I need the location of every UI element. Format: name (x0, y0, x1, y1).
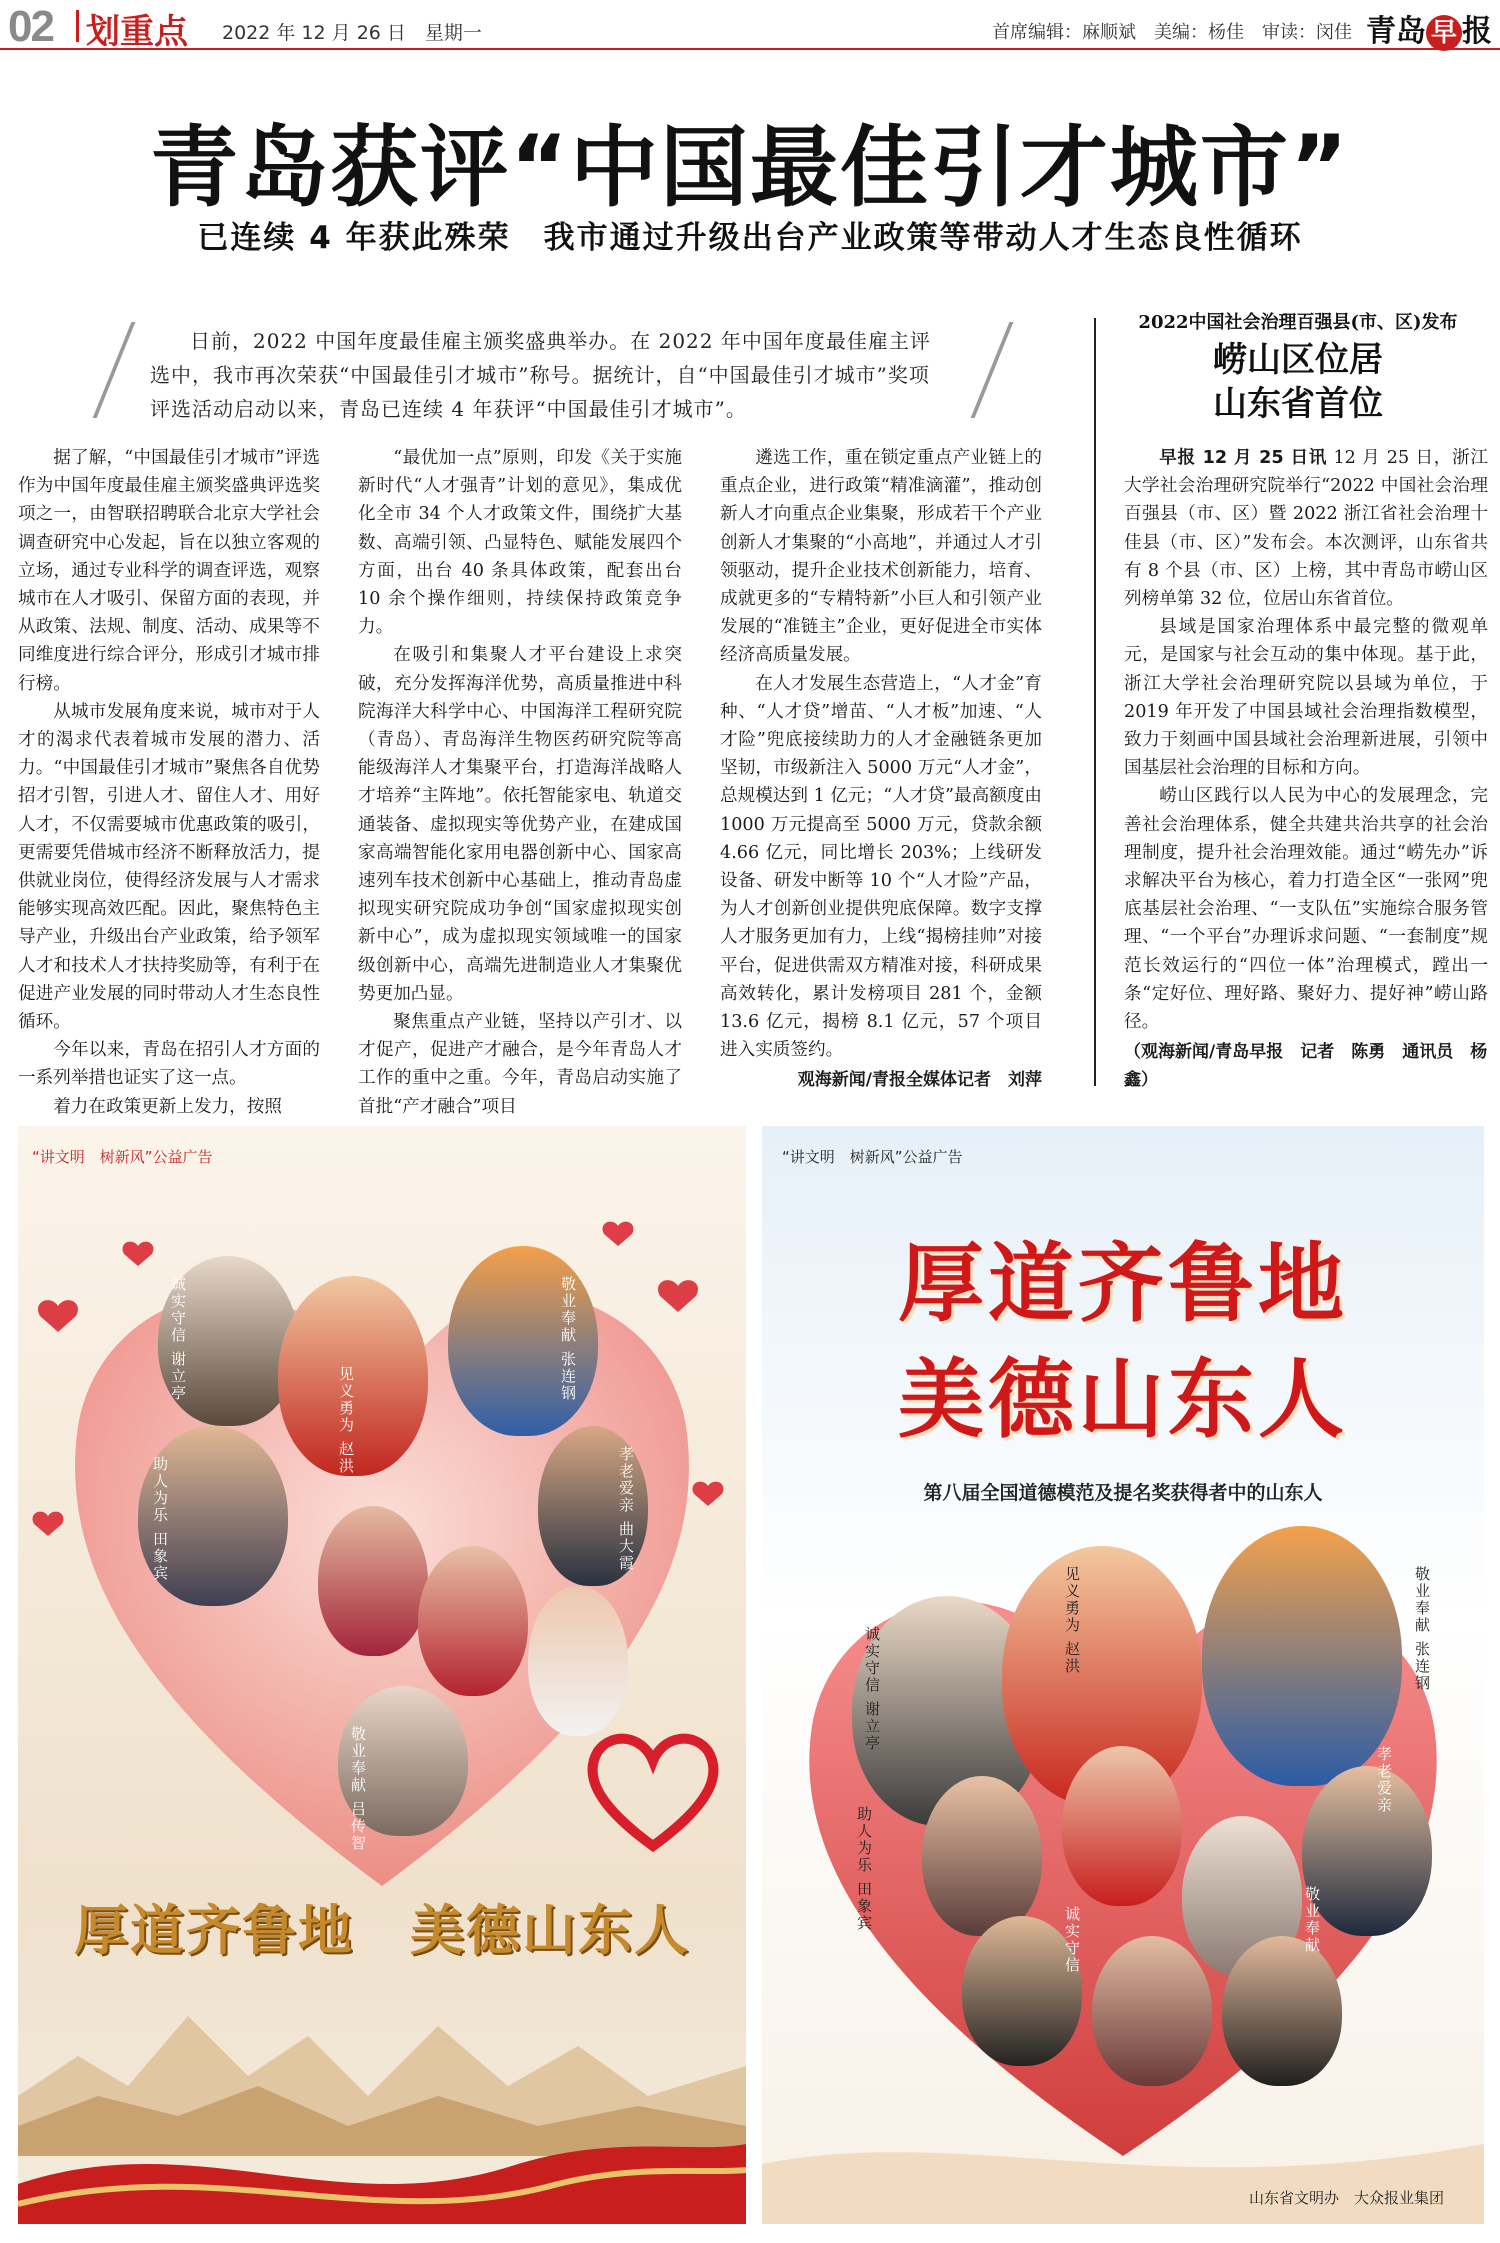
portrait-label: 见义勇为 赵洪 (337, 1366, 355, 1475)
portrait-port-worker (1202, 1526, 1402, 1786)
logo-suffix: 报 (1462, 14, 1492, 49)
portrait-label: 敬业奉献 张连钢 (1413, 1566, 1431, 1692)
section-tag: 划重点 (86, 12, 188, 52)
article-subheadline: 已连续 4 年获此殊荣 我市通过升级出台产业政策等带动人才生态良性循环 (197, 220, 1303, 256)
portrait-woman-red (418, 1546, 528, 1696)
ad-slogan: 厚道齐鲁地 美德山东人 (74, 1899, 690, 1962)
ad-tag: “讲文明 树新风”公益广告 (782, 1148, 963, 1166)
article-headline: 青岛获评“中国最佳引才城市” (150, 116, 1350, 219)
sidebar-byline: （观海新闻/青岛早报 记者 陈勇 通讯员 杨鑫） (1124, 1042, 1488, 1091)
ad-title-line-2: 美德山东人 (898, 1350, 1348, 1450)
portrait-teacher (528, 1586, 628, 1736)
portrait-label: 诚实守信 (1063, 1906, 1081, 1974)
portrait-label: 敬业奉献 张连钢 (559, 1276, 577, 1402)
paragraph: 在人才发展生态营造上，“人才金”育种、“人才贷”增苗、“人才板”加速、“人才险”兜底接续助力的人才金融链条更加坚韧，市级新注入 5000 万元“人才金”，总规模达到 1 亿元；“人才贷”最高额度由 1000 万元提高至 5000 万元，贷款余额 4.66 亿元，同比增长 203%；上线研发设备、研发中断等 10 个“人才险”产品，为人才创新创业提供兜底保障。数字支撑人才服务更加有力，上线“揭榜挂帅”对接平台，促进供需双方精准对接，科研成果高效转化，累计发榜项目 281 个，金额 13.6 亿元，揭榜 8.1 亿元，57 个项目进入实质签约。 (720, 673, 1042, 1061)
article-byline: 观海新闻/青报全媒体记者 刘萍 (797, 1070, 1042, 1091)
paragraph: “最优加一点”原则，印发《关于实施新时代“人才强青”计划的意见》，集成优化全市 34 个人才政策文件，围绕扩大基数、高端引领、凸显特色、赋能发展四个方面，出台 40 条具体政策，配套出台 10 余个操作细则，持续保持政策竞争力。 (358, 448, 682, 638)
paragraph: 县域是国家治理体系中最完整的微观单元，是国家与社会互动的集中体现。基于此，浙江大学社会治理研究院以县域为单位，于 2019 年开发了中国县域社会治理指数模型，致力于刻画中国县域社会治理新进展，引领中国基层社会治理的目标和方向。 (1124, 617, 1488, 779)
sidebar-title: 崂山区位居 山东省首位 (1213, 340, 1383, 424)
portrait-label: 孝老爱亲 曲大霞 (617, 1446, 635, 1572)
portrait-label: 助人为乐 田象宾 (855, 1806, 873, 1932)
editors-credit: 首席编辑：麻顺斌 美编：杨佳 审读：闵佳 (992, 22, 1352, 43)
paragraph: 崂山区践行以人民为中心的发展理念，完善社会治理体系，健全共建共治共享的社会治理制度，提升社会治理效能。通过“崂先办”诉求解决平台为核心，着力打造全区“一张网”兜底基层社会治理、“一支队伍”实施综合服务管理、“一个平台”办理诉求问题、“一套制度”规范长效运行的“四位一体”治理模式，蹚出一条“定好位、理好路、聚好力、提好神”崂山路径。 (1124, 786, 1488, 1033)
sidebar-body (1124, 444, 1488, 1095)
page-number: 02 (8, 2, 53, 51)
ad-sponsor: 山东省文明办 大众报业集团 (1248, 2189, 1444, 2207)
ribbon-heart-icon (578, 1726, 728, 1856)
ad-title (762, 1226, 1484, 1458)
article-column-1 (18, 444, 320, 1121)
paragraph: 在吸引和集聚人才平台建设上求突破，充分发挥海洋优势，高质量推进中科院海洋大科学中心、中国海洋工程研究院（青岛）、青岛海洋生物医药研究院等高能级海洋人才集聚平台，打造海洋战略人才培养“主阵地”。依托智能家电、轨道交通装备、虚拟现实等优势产业，在建成国家高端智能化家用电器创新中心、国家高速列车技术创新中心基础上，推动青岛虚拟现实研究院成功争创“国家虚拟现实创新中心”，成为虚拟现实领域唯一的国家级创新中心，高端先进制造业人才集聚优势更加凸显。 (358, 645, 682, 1004)
portrait-woman (318, 1506, 428, 1656)
column-rule (1094, 318, 1096, 1086)
paragraph: 今年以来，青岛在招引人才方面的一系列举措也证实了这一点。 (18, 1040, 320, 1089)
newspaper-logo (1366, 6, 1492, 51)
article-lead: 日前，2022 中国年度最佳雇主颁奖盛典举办。在 2022 年中国年度最佳雇主评选中，我市再次荣获“中国最佳引才城市”称号。据统计，自“中国最佳引才城市”奖项评选活动启动以来，青岛已连续 4 年获评“中国最佳引才城市”。 (150, 329, 931, 421)
paragraph: 从城市发展角度来说，城市对于人才的渴求代表着城市发展的潜力、活力。“中国最佳引才城市”聚焦各自优势招才引智，引进人才、留住人才、用好人才，不仅需要城市优惠政策的吸引，更需要凭借城市经济不断释放活力，提供就业岗位，使得经济发展与人才需求能够实现高效匹配。因此，聚焦特色主导产业，升级出台产业政策，给予领军人才和技术人才扶持奖励等，有利于在促进产业发展的同时带动人才生态良性循环。 (18, 701, 320, 1033)
ad-tag: “讲文明 树新风”公益广告 (32, 1148, 213, 1166)
paragraph (1124, 444, 1488, 613)
ad-subtitle: 第八届全国道德模范及提名奖获得者中的山东人 (923, 1482, 1323, 1504)
portrait-label: 敬业奉献 吕传智 (349, 1726, 367, 1852)
portrait-label: 诚实守信 谢立亭 (169, 1276, 187, 1402)
lead-slash-right (971, 322, 1014, 418)
portrait-label: 助人为乐 田象宾 (151, 1456, 169, 1582)
masthead (0, 0, 1500, 50)
public-service-ad-right (762, 1126, 1484, 2224)
logo-prefix: 青岛 (1366, 14, 1426, 49)
lead-slash-left (93, 322, 136, 418)
sidebar-dateline: 早报 12 月 25 日讯 (1159, 448, 1328, 468)
public-service-ad-left (18, 1126, 746, 2224)
sidebar-paragraph-text: 12 月 25 日，浙江大学社会治理研究院举行“2022 中国社会治理百强县（市、区）暨 2022 浙江省社会治理十佳县（市、区）”发布会。本次测评，山东省共有 8 个县（市、区）上榜，其中青岛市崂山区列榜单第 32 位，位居山东省首位。 (1124, 448, 1489, 610)
logo-mark: 早 (1426, 15, 1462, 51)
article-column-2 (358, 444, 682, 1121)
masthead-divider (76, 10, 79, 42)
ad-sponsor: 山东省文明办 大众报业集团 (534, 2189, 730, 2207)
paragraph: 着力在政策更新上发力，按照 (53, 1096, 282, 1117)
portrait-label: 孝老爱亲 (1375, 1746, 1393, 1814)
sidebar-kicker: 2022中国社会治理百强县(市、区)发布 (1138, 312, 1458, 333)
paragraph: 据了解，“中国最佳引才城市”评选作为中国年度最佳雇主颁奖盛典评选奖项之一，由智联招聘联合北京大学社会调查研究中心发起，旨在以独立客观的立场，通过专业科学的调查评选，观察城市在人才吸引、保留方面的表现，并从政策、法规、制度、活动、成果等不同维度进行综合评分，形成引才城市排行榜。 (18, 448, 320, 694)
portrait-woman-red (1062, 1746, 1182, 1906)
portrait-woman-2 (1092, 1936, 1212, 2086)
portrait-woman (922, 1776, 1042, 1936)
portrait-label: 见义勇为 赵洪 (1063, 1566, 1081, 1675)
portrait-man (1222, 1936, 1342, 2086)
issue-date: 2022 年 12 月 26 日 星期一 (222, 22, 482, 44)
ad-title-line-1: 厚道齐鲁地 (898, 1234, 1348, 1334)
article-column-3 (720, 444, 1042, 1095)
portrait-label: 敬业奉献 (1303, 1886, 1321, 1954)
portrait-label: 诚实守信 谢立亭 (863, 1626, 881, 1752)
paragraph: 遴选工作，重在锁定重点产业链上的重点企业，进行政策“精准滴灌”，推动创新人才向重点企业集聚，形成若干个产业创新人才集聚的“小高地”，并通过人才引领驱动，提升企业技术创新能力，培育、成就更多的“专精特新”小巨人和引领产业发展的“准链主”企业，更好促进全市实体经济高质量发展。 (720, 448, 1042, 666)
paragraph: 聚焦重点产业链，坚持以产引才、以才促产，促进产才融合，是今年青岛人才工作的重中之重。今年，青岛启动实施了首批“产才融合”项目 (358, 1012, 682, 1117)
